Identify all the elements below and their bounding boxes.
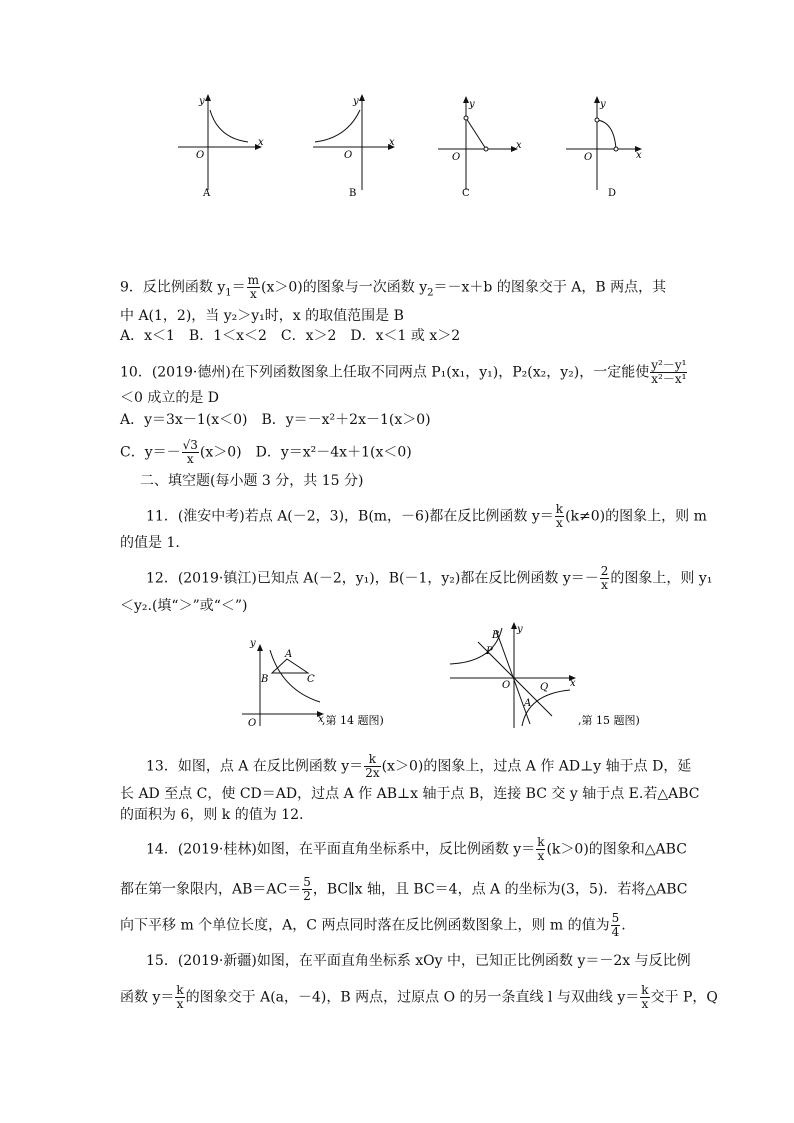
figure-14 [238, 636, 418, 732]
x-axis-label: x [318, 714, 324, 725]
q10-text: (x＞0) D．y＝x²－4x＋1(x＜0) [199, 444, 412, 461]
fraction [247, 274, 260, 301]
figure-15 [446, 620, 656, 732]
point-c-label: C [307, 674, 315, 685]
fraction [555, 503, 564, 530]
choice-label: B [349, 188, 357, 199]
q9-line2: 中 A(1，2)，当 y₂＞y₁时，x 的取值范围是 B [120, 308, 404, 324]
q15-text: 函数 y＝ [120, 989, 175, 1006]
q14-text: ，BC∥x 轴，且 BC＝4，点 A 的坐标为(3，5)．若将△ABC [312, 881, 688, 898]
q14-text: . [621, 917, 626, 934]
q14-text: 都在第一象限内，AB＝AC＝ [120, 881, 302, 898]
q14-text: 14．(2019·桂林)如图，在平面直角坐标系中，反比例函数 y＝ [146, 841, 536, 858]
denominator: 2x [365, 766, 380, 780]
denominator: x [249, 287, 257, 301]
graph-b [305, 92, 405, 202]
graph-c [432, 92, 532, 202]
x-axis-label: x [516, 140, 522, 151]
q9-line1 [120, 274, 666, 303]
graph-a [170, 92, 270, 202]
denominator: x [556, 516, 563, 530]
y-axis-label: y [250, 638, 256, 649]
y-axis-label: y [353, 96, 359, 107]
graph-d [560, 92, 660, 202]
numerator: y²－y¹ [651, 358, 687, 372]
fraction [536, 836, 545, 863]
q9-sub: 2 [427, 287, 434, 299]
fraction [600, 565, 610, 592]
y-axis-label: y [517, 624, 523, 635]
section-heading: 二、填空题(每小题 3 分，共 15 分) [140, 473, 364, 489]
origin-label: O [248, 718, 257, 729]
numerator: k [641, 983, 649, 997]
choice-label: C [462, 188, 470, 199]
denominator: x [186, 452, 194, 466]
point-a-label: A [285, 649, 293, 660]
fraction [302, 876, 312, 903]
numerator: √3 [182, 438, 198, 452]
point-q-label: Q [540, 682, 549, 693]
x-axis-label: x [389, 137, 395, 148]
numerator: m [247, 273, 260, 287]
q13-line3: 的面积为 6，则 k 的值为 12. [120, 807, 304, 823]
q15-text: 的图象交于 A(a，－4)，B 两点，过原点 O 的另一条直线 l 与双曲线 y＝ [185, 989, 640, 1006]
x-axis-label: x [570, 678, 576, 689]
q15-line1: 15．(2019·新疆)如图，在平面直角坐标系 xOy 中，已知正比例函数 y＝－2x 与反比例 [146, 953, 691, 969]
numerator: 5 [303, 875, 311, 889]
figure-14-caption: ,第 14 题图) [322, 714, 384, 727]
q10-line1 [120, 359, 688, 386]
choice-label: A [203, 188, 211, 199]
denominator: x [601, 578, 608, 592]
q14-line2 [120, 876, 687, 903]
x-axis-label: x [258, 137, 264, 148]
q12-line2: ＜y₂.(填“＞”或“＜”) [120, 598, 248, 614]
denominator: 2 [303, 889, 311, 903]
point-b-label: B [492, 630, 500, 641]
q14-line1 [146, 836, 687, 863]
fraction [611, 912, 621, 939]
origin-label: O [196, 150, 205, 161]
origin-label: O [452, 152, 461, 163]
numerator: 5 [611, 911, 620, 925]
q11-line2: 的值是 1. [120, 535, 180, 551]
fraction [650, 359, 687, 386]
point-b-label: B [261, 674, 269, 685]
q12-line1 [146, 565, 712, 592]
numerator: k [364, 753, 380, 767]
denominator: x²－x¹ [651, 372, 687, 386]
q11-line1 [146, 503, 707, 530]
q12-text: 的图象上，则 y₁ [610, 570, 713, 587]
denominator: x [176, 997, 184, 1011]
q9-text: ＝ [231, 279, 246, 296]
denominator: x [641, 997, 649, 1011]
numerator: k [537, 835, 545, 849]
figure-15-caption: ,第 15 题图) [578, 714, 640, 727]
q13-line2: 长 AD 至点 C，使 CD＝AD，过点 A 作 AB⊥x 轴于点 B，连接 BC 交 y 轴于点 E.若△ABC [120, 786, 700, 802]
numerator: k [176, 983, 184, 997]
choice-label: D [608, 188, 617, 199]
origin-label: O [584, 152, 593, 163]
q9-text: 9．反比例函数 y [120, 279, 226, 296]
q10-optC [120, 439, 412, 466]
q10-optA: A．y＝3x－1(x＜0) B．y＝－x²＋2x－1(x＞0) [120, 412, 431, 428]
q11-text: (k≠0)的图象上，则 m [565, 508, 707, 525]
q13-line1 [146, 753, 691, 780]
y-axis-label: y [600, 99, 606, 110]
q9-options: A．x＜1 B．1＜x＜2 C．x＞2 D．x＜1 或 x＞2 [120, 328, 461, 344]
q14-text: (k＞0)的图象和△ABC [546, 841, 687, 858]
numerator: 2 [600, 564, 609, 578]
q9-sub: 1 [225, 287, 232, 299]
q15-text: 交于 P，Q [650, 989, 718, 1006]
origin-label: O [502, 680, 511, 691]
q11-text: 11．(淮安中考)若点 A(－2，3)，B(m，－6)都在反比例函数 y＝ [146, 508, 554, 525]
q10-text: 10．(2019·德州)在下列函数图象上任取不同两点 P₁(x₁，y₁)，P₂(x₂，y₂)，一定能使 [120, 364, 650, 381]
y-axis-label: y [199, 96, 205, 107]
fraction [182, 439, 199, 466]
origin-label: O [344, 150, 353, 161]
fraction [175, 984, 184, 1011]
q15-line2 [120, 984, 718, 1011]
fraction [364, 753, 380, 780]
fraction [640, 984, 649, 1011]
x-axis-label: x [636, 150, 642, 161]
y-axis-label: y [469, 99, 475, 110]
point-p-label: P [486, 646, 493, 657]
q14-line3 [120, 912, 626, 939]
q10-text: C．y＝－ [120, 444, 181, 461]
q9-text: (x＞0)的图象与一次函数 y [261, 279, 428, 296]
point-a-label: A [524, 698, 532, 709]
q13-text: (x＞0)的图象上，过点 A 作 AD⊥y 轴于点 D，延 [381, 758, 692, 775]
denominator: 4 [611, 925, 620, 939]
q14-text: 向下平移 m 个单位长度，A，C 两点同时落在反比例函数图象上，则 m 的值为 [120, 917, 610, 934]
numerator: k [555, 502, 564, 516]
denominator: x [537, 849, 545, 863]
q10-line2: ＜0 成立的是 D [120, 390, 220, 406]
q9-text: ＝－x＋b 的图象交于 A，B 两点，其 [433, 279, 667, 296]
q12-text: 12．(2019·镇江)已知点 A(－2，y₁)，B(－1，y₂)都在反比例函数 y＝－ [146, 570, 599, 587]
q13-text: 13．如图，点 A 在反比例函数 y＝ [146, 758, 364, 775]
